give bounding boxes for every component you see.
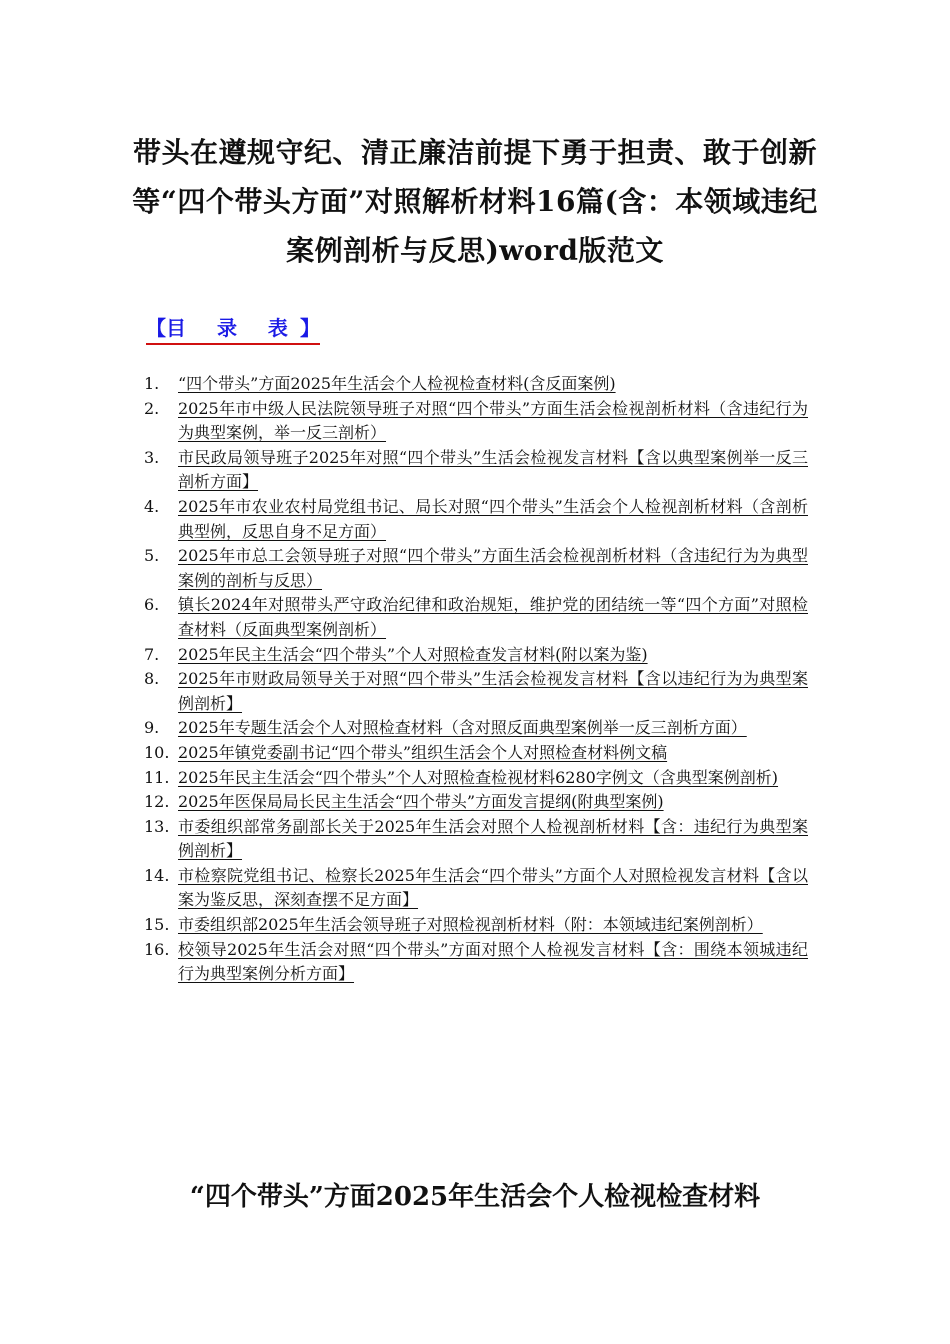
toc-number: 16. <box>144 939 170 959</box>
toc-item-15 <box>144 913 808 938</box>
toc-link-3[interactable]: 市民政局领导班子2025年对照“四个带头”生活会检视发言材料【含以典型案例举一反三剖析方面】 <box>178 447 808 492</box>
toc-number: 4. <box>144 496 160 516</box>
toc-link-8[interactable]: 2025年市财政局领导关于对照“四个带头”生活会检视发言材料【含以违纪行为为典型案例剖析】 <box>178 669 808 713</box>
toc-link-13[interactable]: 市委组织部常务副部长关于2025年生活会对照个人检视剖析材料【含：违纪行为典型案例剖析】 <box>178 816 808 861</box>
toc-link-12[interactable]: 2025年医保局局长民主生活会“四个带头”方面发言提纲(附典型案例) <box>178 792 664 812</box>
toc-item-6 <box>144 593 808 642</box>
toc-item-7 <box>144 643 808 668</box>
toc-heading-open: 【 <box>146 316 166 340</box>
toc-link-4[interactable]: 2025年市农业农村局党组书记、局长对照“四个带头”生活会个人检视剖析材料（含剖析典型例，反思自身不足方面） <box>178 496 808 541</box>
toc-item-1 <box>144 372 808 397</box>
toc-link-1[interactable]: “四个带头”方面2025年生活会个人检视检查材料(含反面案例) <box>178 374 616 393</box>
toc-number: 2. <box>144 398 160 418</box>
section-title: “四个带头”方面2025年生活会个人检视检查材料 <box>189 1182 761 1212</box>
toc-list <box>144 372 808 987</box>
toc-heading <box>146 312 320 345</box>
toc-number: 5. <box>144 546 160 566</box>
toc-number: 3. <box>144 447 160 467</box>
toc-link-7[interactable]: 2025年民主生活会“四个带头”个人对照检查发言材料(附以案为鉴) <box>178 644 648 664</box>
toc-item-9 <box>144 716 808 741</box>
toc-item-11 <box>144 766 808 791</box>
toc-number: 1. <box>144 374 160 393</box>
toc-link-11[interactable]: 2025年民主生活会“四个带头”个人对照检查检视材料6280字例文（含典型案例剖析) <box>178 767 779 787</box>
toc-link-5[interactable]: 2025年市总工会领导班子对照“四个带头”方面生活会检视剖析材料（含违纪行为为典型案例的剖析与反思） <box>178 546 808 590</box>
document-title: 带头在遵规守纪、清正廉洁前提下勇于担责、敢于创新等“四个带头方面”对照解析材料16篇(含：本领域违纪案例剖析与反思)word版范文 <box>132 136 818 267</box>
toc-item-5 <box>144 544 808 593</box>
toc-link-6[interactable]: 镇长2024年对照带头严守政治纪律和政治规矩，维护党的团结统一等“四个方面”对照检查材料（反面典型案例剖析） <box>178 595 808 639</box>
toc-item-12 <box>144 790 808 815</box>
toc-number: 10. <box>144 742 170 762</box>
toc-link-14[interactable]: 市检察院党组书记、检察长2025年生活会“四个带头”方面个人对照检视发言材料【含以案为鉴反思，深刻查摆不足方面】 <box>178 865 808 910</box>
toc-number: 14. <box>144 865 170 885</box>
toc-number: 12. <box>144 792 170 812</box>
toc-link-10[interactable]: 2025年镇党委副书记“四个带头”组织生活会个人对照检查材料例文稿 <box>178 742 668 762</box>
toc-item-10 <box>144 741 808 766</box>
toc-number: 9. <box>144 718 160 738</box>
toc-link-16[interactable]: 校领导2025年生活会对照“四个带头”方面对照个人检视发言材料【含：围绕本领城违纪行为典型案例分析方面】 <box>178 939 808 984</box>
toc-heading-text: 目 录 表 <box>166 316 300 340</box>
toc-number: 11. <box>144 767 170 787</box>
toc-number: 6. <box>144 595 160 615</box>
toc-number: 15. <box>144 915 170 935</box>
toc-link-9[interactable]: 2025年专题生活会个人对照检查材料（含对照反面典型案例举一反三剖析方面） <box>178 718 747 738</box>
toc-item-8 <box>144 667 808 716</box>
toc-number: 13. <box>144 816 170 836</box>
toc-item-16 <box>144 938 808 987</box>
toc-item-14 <box>144 864 808 913</box>
toc-number: 7. <box>144 644 160 664</box>
toc-link-2[interactable]: 2025年市中级人民法院领导班子对照“四个带头”方面生活会检视剖析材料（含违纪行为为典型案例，举一反三剖析） <box>178 398 808 443</box>
toc-link-15[interactable]: 市委组织部2025年生活会领导班子对照检视剖析材料（附：本领域违纪案例剖析） <box>178 915 763 935</box>
toc-item-13 <box>144 815 808 864</box>
toc-number: 8. <box>144 669 160 689</box>
toc-item-2 <box>144 397 808 446</box>
toc-heading-close: 】 <box>299 316 320 340</box>
toc-item-4 <box>144 495 808 544</box>
toc-item-3 <box>144 446 808 495</box>
